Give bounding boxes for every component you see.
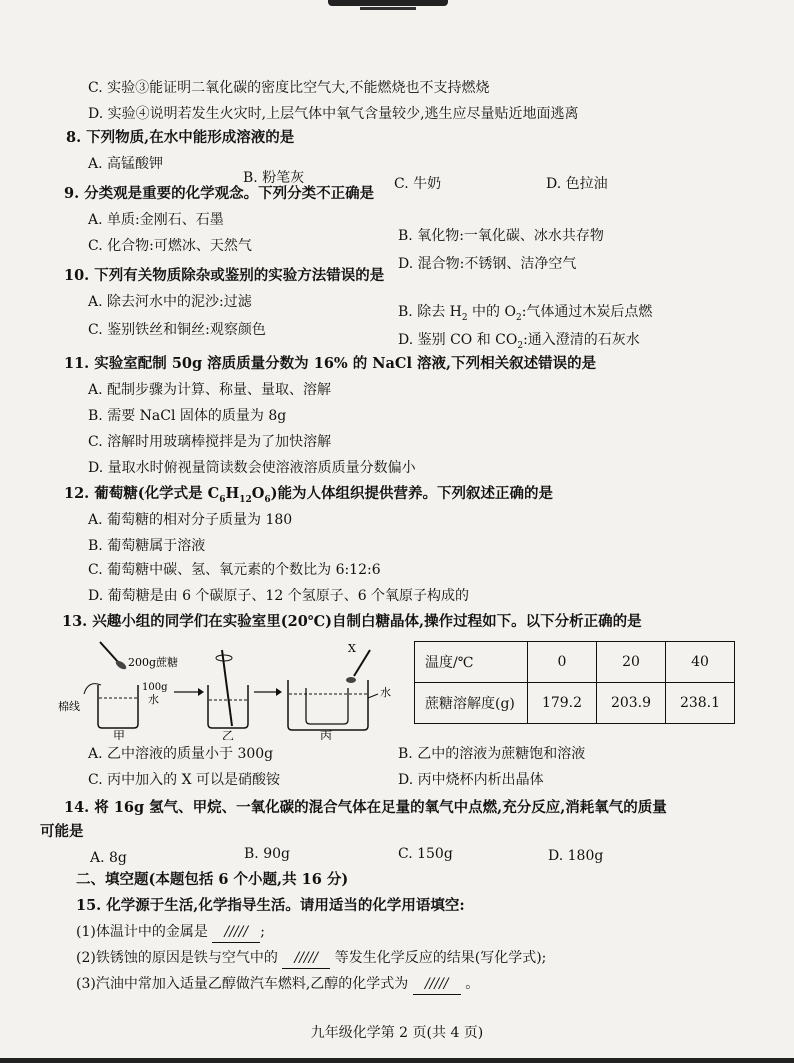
q9-option-b: B. 氧化物:一氧化碳、冰水共存物 (398, 228, 604, 244)
answer-blank[interactable]: ///// (212, 922, 260, 943)
q12-option-c: C. 葡萄糖中碳、氢、氧元素的个数比为 6:12:6 (88, 562, 381, 578)
q13-option-b: B. 乙中的溶液为蔗糖饱和溶液 (398, 746, 586, 762)
label-jia: 甲 (113, 729, 126, 740)
q14-option-b: B. 90g (244, 846, 290, 862)
q15-part-1: (1)体温计中的金属是 ///// ; (76, 922, 265, 943)
scan-edge (0, 1058, 794, 1063)
q12-option-b: B. 葡萄糖属于溶液 (88, 538, 206, 554)
table-cell: 238.1 (666, 683, 735, 724)
q13-option-d: D. 丙中烧杯内析出晶体 (398, 772, 544, 788)
label-x: X (348, 642, 356, 655)
table-header-solubility: 蔗糖溶解度(g) (415, 683, 528, 724)
scan-mark (360, 7, 416, 10)
q8-stem: 8. 下列物质,在水中能形成溶液的是 (66, 129, 295, 146)
q15-part-3: (3)汽油中常加入适量乙醇做汽车燃料,乙醇的化学式为 ///// 。 (76, 974, 479, 995)
table-cell: 203.9 (597, 683, 666, 724)
q9-stem: 9. 分类观是重要的化学观念。下列分类不正确是 (64, 185, 375, 202)
table-cell: 20 (597, 642, 666, 683)
q12-option-d: D. 葡萄糖是由 6 个碳原子、12 个氢原子、6 个氧原子构成的 (88, 588, 470, 604)
scan-mark (328, 0, 448, 6)
label-water-2: 水 (380, 686, 391, 699)
q13-option-a: A. 乙中溶液的质量小于 300g (88, 746, 274, 762)
q9-option-d: D. 混合物:不锈钢、洁净空气 (398, 256, 577, 272)
pointer-water (368, 694, 378, 698)
label-yi: 乙 (222, 729, 235, 740)
beaker-bing (306, 688, 348, 724)
q11-option-a: A. 配制步骤为计算、称量、量取、溶解 (88, 382, 332, 398)
q8-option-c: C. 牛奶 (394, 176, 442, 192)
q9-option-c: C. 化合物:可燃冰、天然气 (88, 238, 252, 254)
label-100g: 100g (142, 682, 168, 693)
arrow-2-head (276, 688, 282, 696)
q14-option-d: D. 180g (548, 848, 604, 864)
table-cell: 179.2 (528, 683, 597, 724)
q11-option-c: C. 溶解时用玻璃棒搅拌是为了加快溶解 (88, 434, 332, 450)
q14-option-c: C. 150g (398, 846, 453, 862)
q8-option-b: B. 粉笔灰 (243, 170, 305, 186)
label-sugar: 200g蔗糖 (128, 656, 179, 669)
q12-option-a: A. 葡萄糖的相对分子质量为 180 (88, 512, 293, 528)
q10-option-a: A. 除去河水中的泥沙:过滤 (88, 294, 252, 310)
q12-stem: 12. 葡萄糖(化学式是 $C_6H_{12}O_6$)能为人体组织提供营养。下列叙述正确的是 (64, 485, 553, 505)
table-cell: 40 (666, 642, 735, 683)
q10-stem: 10. 下列有关物质除杂或鉴别的实验方法错误的是 (64, 267, 385, 284)
answer-blank[interactable]: ///// (413, 974, 461, 995)
label-water-1: 水 (148, 693, 159, 706)
q14-option-a: A. 8g (90, 850, 127, 866)
table-row (415, 642, 735, 683)
solubility-table (414, 641, 735, 724)
spoon-x-handle (354, 650, 370, 676)
q13-option-c: C. 丙中加入的 X 可以是硝酸铵 (88, 772, 280, 788)
q14-stem: 14. 将 16g 氢气、甲烷、一氧化碳的混合气体在足量的氧气中点燃,充分反应,消耗氧气的质量 (64, 799, 667, 816)
q10-option-d: D. 鉴别 CO 和 $CO_2$:通入澄清的石灰水 (398, 332, 640, 351)
q10-option-b: B. 除去 $H_2$ 中的 $O_2$:气体通过木炭后点燃 (398, 304, 653, 323)
table-cell: 0 (528, 642, 597, 683)
label-bing: 丙 (320, 729, 333, 740)
q9-option-a: A. 单质:金刚石、石墨 (88, 212, 224, 228)
q11-option-b: B. 需要 NaCl 固体的质量为 8g (88, 408, 287, 424)
spoon-x-bowl (346, 677, 356, 683)
q15-part-2: (2)铁锈蚀的原因是铁与空气中的 ///// 等发生化学反应的结果(写化学式); (76, 948, 546, 969)
page-footer: 九年级化学第 2 页(共 4 页) (310, 1025, 484, 1041)
table-row (415, 683, 735, 724)
answer-blank[interactable]: ///// (282, 948, 330, 969)
q13-stem: 13. 兴趣小组的同学们在实验室里(20℃)自制白糖晶体,操作过程如下。以下分析正确的是 (62, 613, 642, 630)
q11-option-d: D. 量取水时俯视量筒读数会使溶液溶质质量分数偏小 (88, 460, 416, 476)
q7-option-c: C. 实验③能证明二氧化碳的密度比空气大,不能燃烧也不支持燃烧 (88, 80, 490, 96)
q7-option-d: D. 实验④说明若发生火灾时,上层气体中氧气含量较少,逃生应尽量贴近地面逃离 (88, 106, 579, 122)
label-cotton: 棉线 (58, 700, 80, 713)
basin-bing (288, 680, 368, 730)
q15-stem: 15. 化学源于生活,化学指导生活。请用适当的化学用语填空: (76, 897, 465, 914)
beaker-jia (98, 685, 138, 728)
q14-stem-cont: 可能是 (40, 823, 84, 840)
table-header-temperature: 温度/℃ (415, 642, 528, 683)
sugar-experiment-figure (58, 640, 408, 740)
q10-option-c: C. 鉴别铁丝和铜丝:观察颜色 (88, 322, 266, 338)
q8-option-d: D. 色拉油 (546, 176, 608, 192)
arrow-1-head (198, 688, 204, 696)
section-heading: 二、填空题(本题包括 6 个小题,共 16 分) (76, 871, 349, 888)
spoon-handle (100, 642, 118, 662)
q8-option-a: A. 高锰酸钾 (88, 156, 164, 172)
q11-stem: 11. 实验室配制 50g 溶质质量分数为 16% 的 NaCl 溶液,下列相关叙述错误的是 (64, 355, 597, 372)
